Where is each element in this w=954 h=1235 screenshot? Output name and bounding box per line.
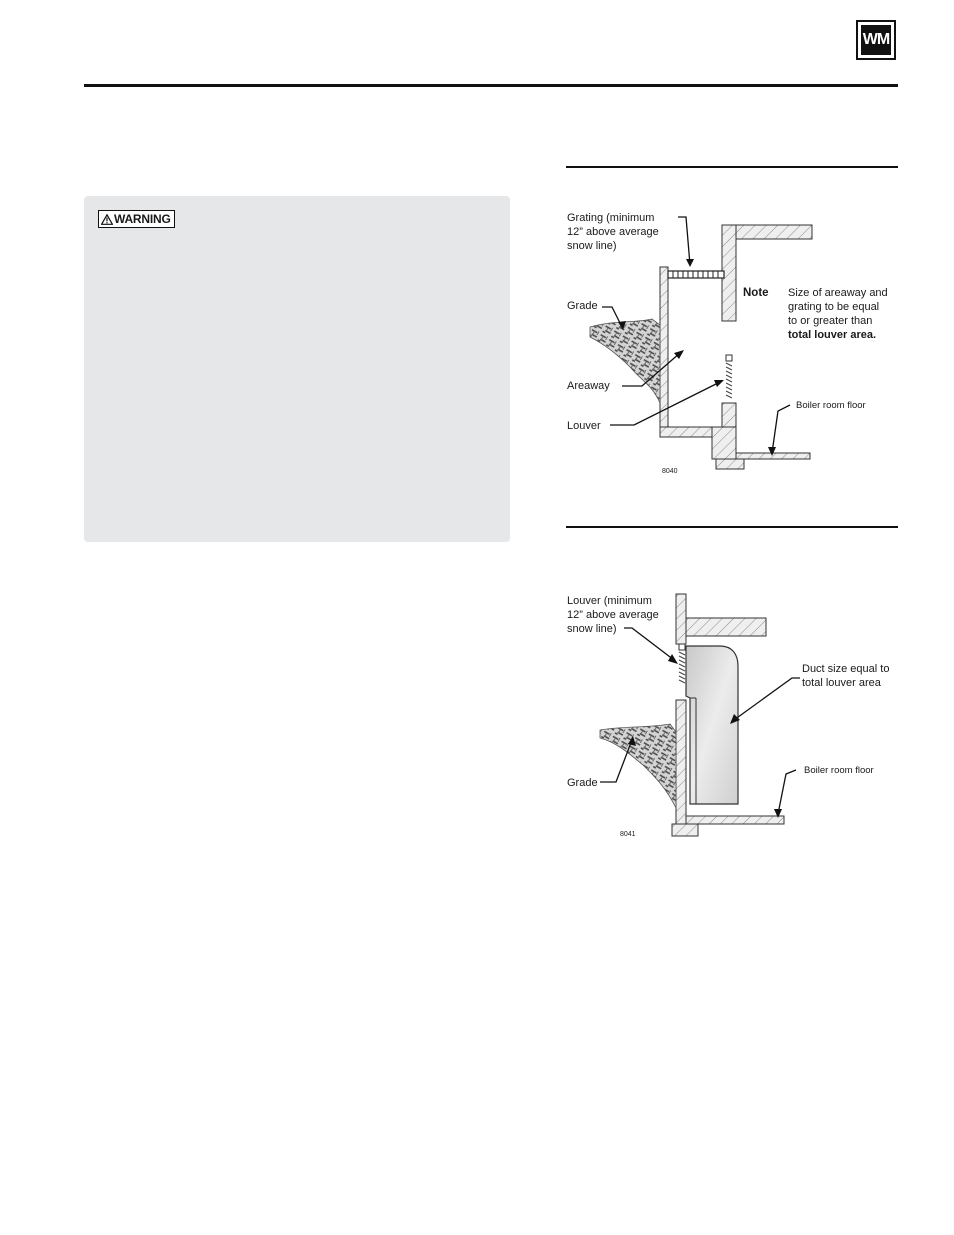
grade-earth [600,724,676,808]
grating [668,271,724,278]
boiler-room-floor-label: Boiler room floor [804,765,874,776]
floor-slab [686,816,784,824]
grade-label: Grade [567,777,598,789]
header-rule [84,84,898,87]
louver-label: Louver (minimum 12” above average snow line) [567,595,659,635]
note-text: Size of areaway and grating to be equal to or greater than total louver area. [788,287,888,341]
footing [672,824,698,836]
boiler-room-floor-label: Boiler room floor [796,400,866,411]
duct-size-label: Duct size equal to total louver area [802,663,890,689]
warning-label: WARNING [114,212,171,226]
building-wall [722,225,812,459]
louver [726,355,732,398]
figure-code: 8040 [662,468,678,475]
figure1-top-rule [566,166,898,168]
footing [716,459,744,469]
areaway-label: Areaway [567,380,610,392]
warning-badge [98,210,175,228]
floor-slab [736,453,810,459]
duct [686,646,738,804]
louver-label: Louver [567,420,601,432]
figure2-duct-diagram [560,588,900,848]
grade-label: Grade [567,300,598,312]
weil-mclain-logo [856,20,896,60]
louver [679,644,685,683]
grating-label: Grating (minimum 12” above average snow line) [567,212,659,252]
figure1-areaway-diagram [560,205,900,485]
warning-triangle-icon [101,214,113,225]
logo-mark: WM [861,25,891,55]
note-label: Note [743,287,769,299]
figure-code: 8041 [620,831,636,838]
warning-panel [84,196,510,542]
figure2-top-rule [566,526,898,528]
